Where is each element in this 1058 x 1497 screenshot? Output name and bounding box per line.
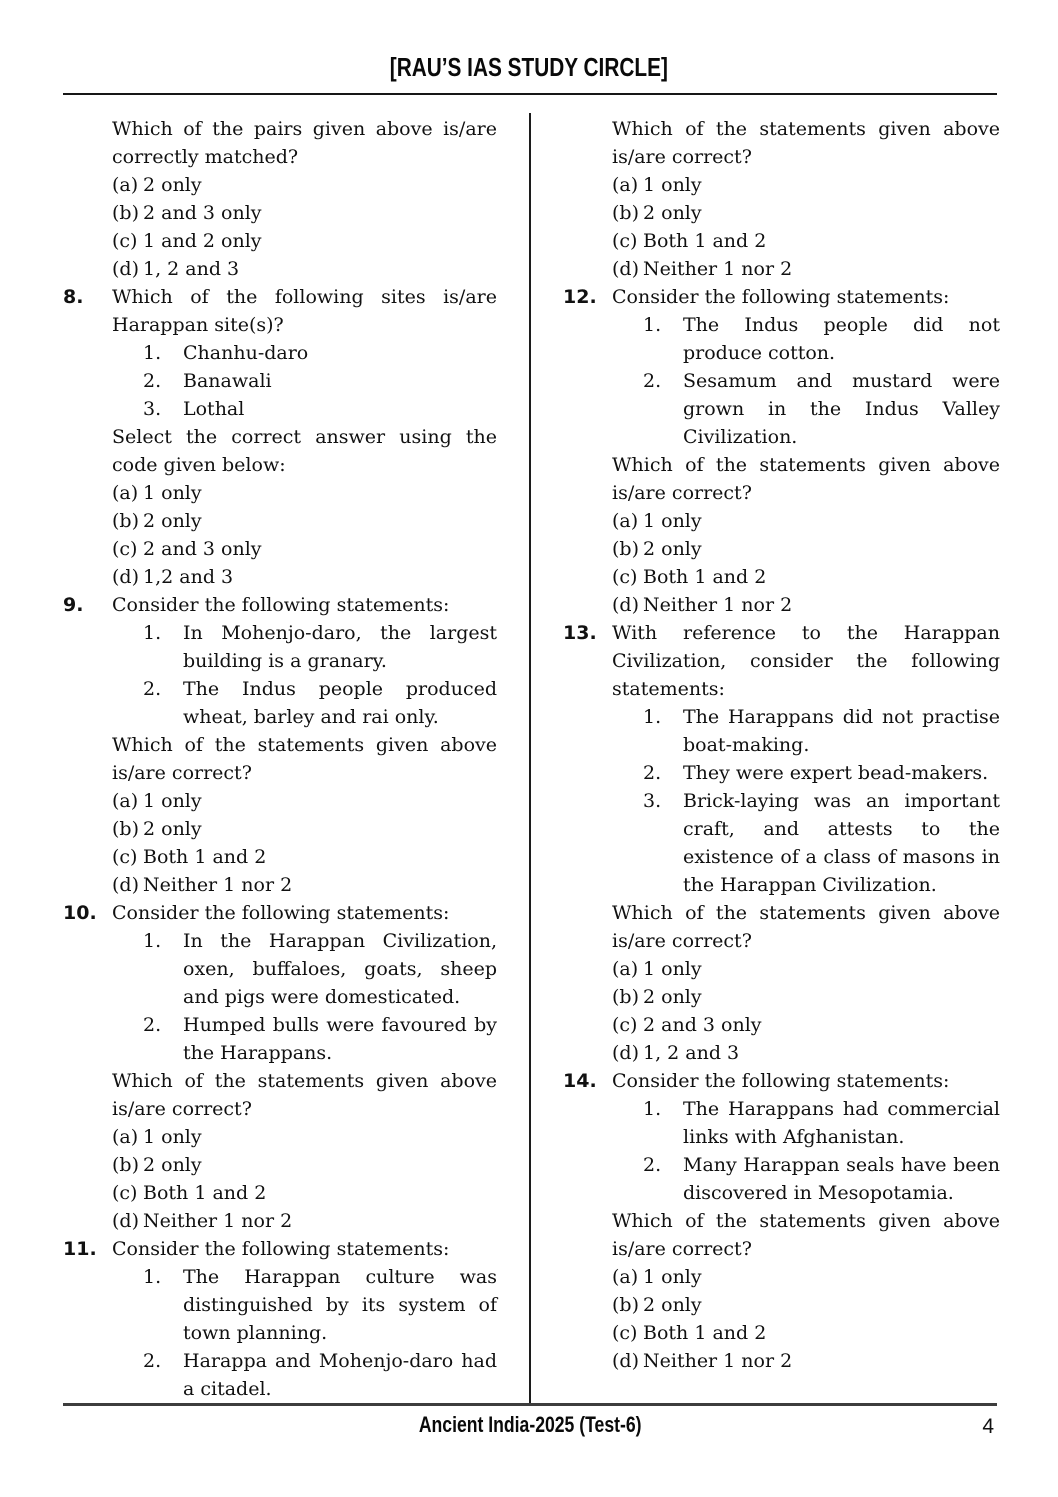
option-label: (b)	[112, 818, 139, 840]
statement-number: 1.	[643, 314, 662, 336]
option-label: (c)	[612, 1322, 638, 1344]
statement-text: The Harappans had commercial links with Afghanistan.	[683, 1098, 1000, 1148]
option-row	[612, 535, 1000, 563]
statement-text: The Indus people produced wheat, barley and rai only.	[183, 678, 497, 728]
option-text: 1 only	[143, 790, 202, 812]
statement-text: Banawali	[183, 370, 272, 392]
statement-text: Sesamum and mustard were grown in the Indus Valley Civilization.	[683, 370, 1000, 448]
option-row	[612, 1347, 1000, 1375]
question-number: 11.	[63, 1238, 97, 1260]
statement-number: 2.	[143, 1014, 162, 1036]
option-row	[612, 955, 1000, 983]
statement-row	[643, 311, 1000, 367]
statement-text: In the Harappan Civilization, oxen, buffaloes, goats, sheep and pigs were domesticated.	[183, 930, 497, 1008]
question-number: 10.	[63, 902, 97, 924]
option-row	[612, 983, 1000, 1011]
option-text: Neither 1 nor 2	[643, 594, 793, 616]
question-body	[112, 591, 497, 899]
question-11	[63, 1235, 497, 1403]
option-row	[112, 535, 497, 563]
option-text: 1 and 2 only	[143, 230, 262, 252]
question-body	[612, 619, 1000, 1067]
option-text: 1, 2 and 3	[143, 258, 240, 280]
statement-number: 1.	[143, 1266, 162, 1288]
option-row	[112, 479, 497, 507]
header-rule	[63, 93, 997, 95]
option-label: (d)	[612, 1042, 639, 1064]
option-row	[612, 1263, 1000, 1291]
statement-row	[143, 395, 497, 423]
statement-number: 2.	[643, 1154, 662, 1176]
option-text: Neither 1 nor 2	[643, 258, 793, 280]
statement-row	[643, 1151, 1000, 1207]
statement-text: Humped bulls were favoured by the Harappans.	[183, 1014, 497, 1064]
option-label: (b)	[112, 202, 139, 224]
option-label: (a)	[612, 510, 639, 532]
option-label: (a)	[112, 174, 139, 196]
right-column	[563, 115, 1000, 1375]
option-label: (d)	[112, 258, 139, 280]
question-continuation	[563, 115, 1000, 283]
option-label: (b)	[612, 202, 639, 224]
question-text: Which of the pairs given above is/are correctly matched?	[112, 118, 497, 168]
option-label: (b)	[612, 1294, 639, 1316]
option-label: (d)	[112, 1210, 139, 1232]
question-text: Consider the following statements:	[612, 1070, 950, 1092]
question-text: Which of the following sites is/are Harappan site(s)?	[112, 286, 497, 336]
option-row	[112, 227, 497, 255]
statement-row	[143, 1263, 497, 1347]
option-row	[612, 199, 1000, 227]
statement-row	[143, 1011, 497, 1067]
question-text: Which of the statements given above is/are correct?	[112, 1070, 497, 1120]
statement-row	[643, 1095, 1000, 1151]
option-label: (d)	[612, 1350, 639, 1372]
statement-row	[143, 339, 497, 367]
statement-row	[643, 759, 1000, 787]
question-text: Consider the following statements:	[112, 902, 450, 924]
question-number: 9.	[63, 594, 84, 616]
option-text: Both 1 and 2	[143, 1182, 267, 1204]
question-12	[563, 283, 1000, 619]
option-label: (c)	[112, 230, 138, 252]
statement-text: Brick-laying was an important craft, and attests to the existence of a class of masons in the Harappan Civilization.	[683, 790, 1000, 896]
option-text: 1,2 and 3	[143, 566, 234, 588]
question-number: 14.	[563, 1070, 597, 1092]
option-row	[112, 871, 497, 899]
option-label: (a)	[112, 790, 139, 812]
option-label: (b)	[612, 538, 639, 560]
option-label: (c)	[112, 1182, 138, 1204]
page-header	[0, 50, 1058, 84]
statement-text: Lothal	[183, 398, 245, 420]
page-header-title: [RAU’S IAS STUDY CIRCLE]	[389, 52, 669, 82]
option-label: (d)	[112, 874, 139, 896]
statement-number: 3.	[143, 398, 162, 420]
option-text: 1, 2 and 3	[643, 1042, 740, 1064]
statement-number: 2.	[143, 1350, 162, 1372]
page-number: 4	[982, 1415, 994, 1438]
option-row	[112, 787, 497, 815]
statement-number: 2.	[643, 370, 662, 392]
question-body	[112, 899, 497, 1235]
column-divider	[529, 113, 531, 1403]
option-text: Neither 1 nor 2	[143, 874, 293, 896]
option-label: (b)	[112, 1154, 139, 1176]
option-row	[112, 507, 497, 535]
question-8	[63, 283, 497, 591]
option-row	[612, 255, 1000, 283]
option-row	[112, 171, 497, 199]
question-text: Which of the statements given above is/are correct?	[612, 118, 1000, 168]
option-text: 1 only	[143, 1126, 202, 1148]
option-text: Both 1 and 2	[643, 1322, 767, 1344]
statement-text: Harappa and Mohenjo-daro had a citadel.	[183, 1350, 497, 1400]
statement-number: 3.	[643, 790, 662, 812]
option-text: 1 only	[643, 1266, 702, 1288]
option-label: (d)	[612, 258, 639, 280]
option-text: 2 and 3 only	[143, 202, 262, 224]
option-label: (a)	[112, 1126, 139, 1148]
statement-text: The Harappans did not practise boat-making.	[683, 706, 1000, 756]
option-text: Neither 1 nor 2	[643, 1350, 793, 1372]
footer-title-wrap	[63, 1411, 997, 1440]
statement-row	[143, 1347, 497, 1403]
option-label: (d)	[612, 594, 639, 616]
option-label: (c)	[612, 230, 638, 252]
option-text: 1 only	[643, 174, 702, 196]
option-label: (a)	[612, 958, 639, 980]
statement-row	[643, 787, 1000, 899]
question-text: Which of the statements given above is/are correct?	[612, 454, 1000, 504]
statement-number: 1.	[143, 622, 162, 644]
option-row	[612, 171, 1000, 199]
question-body	[612, 1067, 1000, 1375]
statement-row	[643, 703, 1000, 759]
question-10	[63, 899, 497, 1235]
statement-text: They were expert bead-makers.	[683, 762, 989, 784]
question-number: 8.	[63, 286, 84, 308]
option-label: (c)	[112, 846, 138, 868]
option-row	[112, 1207, 497, 1235]
option-text: 1 only	[643, 510, 702, 532]
statement-number: 2.	[143, 370, 162, 392]
statement-text: Many Harappan seals have been discovered in Mesopotamia.	[683, 1154, 1000, 1204]
option-row	[612, 1319, 1000, 1347]
option-text: Both 1 and 2	[643, 566, 767, 588]
question-text: Consider the following statements:	[112, 594, 450, 616]
statement-row	[143, 927, 497, 1011]
statement-number: 1.	[643, 706, 662, 728]
question-number	[563, 115, 612, 283]
option-text: 2 and 3 only	[643, 1014, 762, 1036]
statement-number: 1.	[143, 342, 162, 364]
option-text: 2 and 3 only	[143, 538, 262, 560]
statement-row	[143, 675, 497, 731]
option-label: (b)	[112, 510, 139, 532]
option-row	[112, 815, 497, 843]
statement-text: The Harappan culture was distinguished by its system of town planning.	[183, 1266, 497, 1344]
statement-text: In Mohenjo-daro, the largest building is a granary.	[183, 622, 497, 672]
option-text: Both 1 and 2	[143, 846, 267, 868]
statement-text: Chanhu-daro	[183, 342, 309, 364]
option-text: 1 only	[643, 958, 702, 980]
question-text: Select the correct answer using the code given below:	[112, 426, 497, 476]
question-continuation	[63, 115, 497, 283]
option-text: 2 only	[643, 1294, 702, 1316]
question-body	[612, 283, 1000, 619]
question-text: Which of the statements given above is/are correct?	[112, 734, 497, 784]
question-14	[563, 1067, 1000, 1375]
option-row	[112, 563, 497, 591]
option-label: (a)	[612, 174, 639, 196]
statement-number: 1.	[143, 930, 162, 952]
statement-number: 1.	[643, 1098, 662, 1120]
option-text: Both 1 and 2	[643, 230, 767, 252]
question-text: Which of the statements given above is/are correct?	[612, 902, 1000, 952]
question-number	[63, 115, 112, 283]
statement-text: The Indus people did not produce cotton.	[683, 314, 1000, 364]
option-text: 2 only	[643, 202, 702, 224]
option-row	[112, 843, 497, 871]
statement-number: 2.	[143, 678, 162, 700]
question-text: Which of the statements given above is/are correct?	[612, 1210, 1000, 1260]
question-body	[612, 115, 1000, 283]
statement-row	[143, 619, 497, 675]
option-row	[112, 1179, 497, 1207]
footer-title: Ancient India-2025 (Test-6)	[418, 1412, 642, 1437]
question-number: 12.	[563, 286, 597, 308]
option-text: 2 only	[143, 1154, 202, 1176]
statement-row	[643, 367, 1000, 451]
statement-number: 2.	[643, 762, 662, 784]
option-row	[612, 563, 1000, 591]
option-text: 2 only	[643, 538, 702, 560]
question-text: With reference to the Harappan Civilization, consider the following statements:	[612, 622, 1000, 700]
option-row	[112, 199, 497, 227]
option-row	[612, 591, 1000, 619]
option-text: 2 only	[143, 510, 202, 532]
option-row	[612, 227, 1000, 255]
question-13	[563, 619, 1000, 1067]
option-text: 2 only	[143, 174, 202, 196]
option-label: (c)	[112, 538, 138, 560]
option-label: (c)	[612, 566, 638, 588]
option-label: (c)	[612, 1014, 638, 1036]
option-text: Neither 1 nor 2	[143, 1210, 293, 1232]
option-row	[612, 1291, 1000, 1319]
option-row	[112, 255, 497, 283]
option-row	[112, 1151, 497, 1179]
question-body	[112, 283, 497, 591]
option-text: 2 only	[643, 986, 702, 1008]
question-body	[112, 115, 497, 283]
option-label: (a)	[612, 1266, 639, 1288]
option-row	[612, 507, 1000, 535]
option-row	[612, 1039, 1000, 1067]
question-text: Consider the following statements:	[112, 1238, 450, 1260]
option-label: (a)	[112, 482, 139, 504]
question-body	[112, 1235, 497, 1403]
option-label: (b)	[612, 986, 639, 1008]
left-column	[63, 115, 497, 1403]
question-9	[63, 591, 497, 899]
statement-row	[143, 367, 497, 395]
option-label: (d)	[112, 566, 139, 588]
question-number: 13.	[563, 622, 597, 644]
option-text: 1 only	[143, 482, 202, 504]
option-row	[612, 1011, 1000, 1039]
page-footer	[63, 1403, 997, 1450]
question-text: Consider the following statements:	[612, 286, 950, 308]
option-text: 2 only	[143, 818, 202, 840]
option-row	[112, 1123, 497, 1151]
